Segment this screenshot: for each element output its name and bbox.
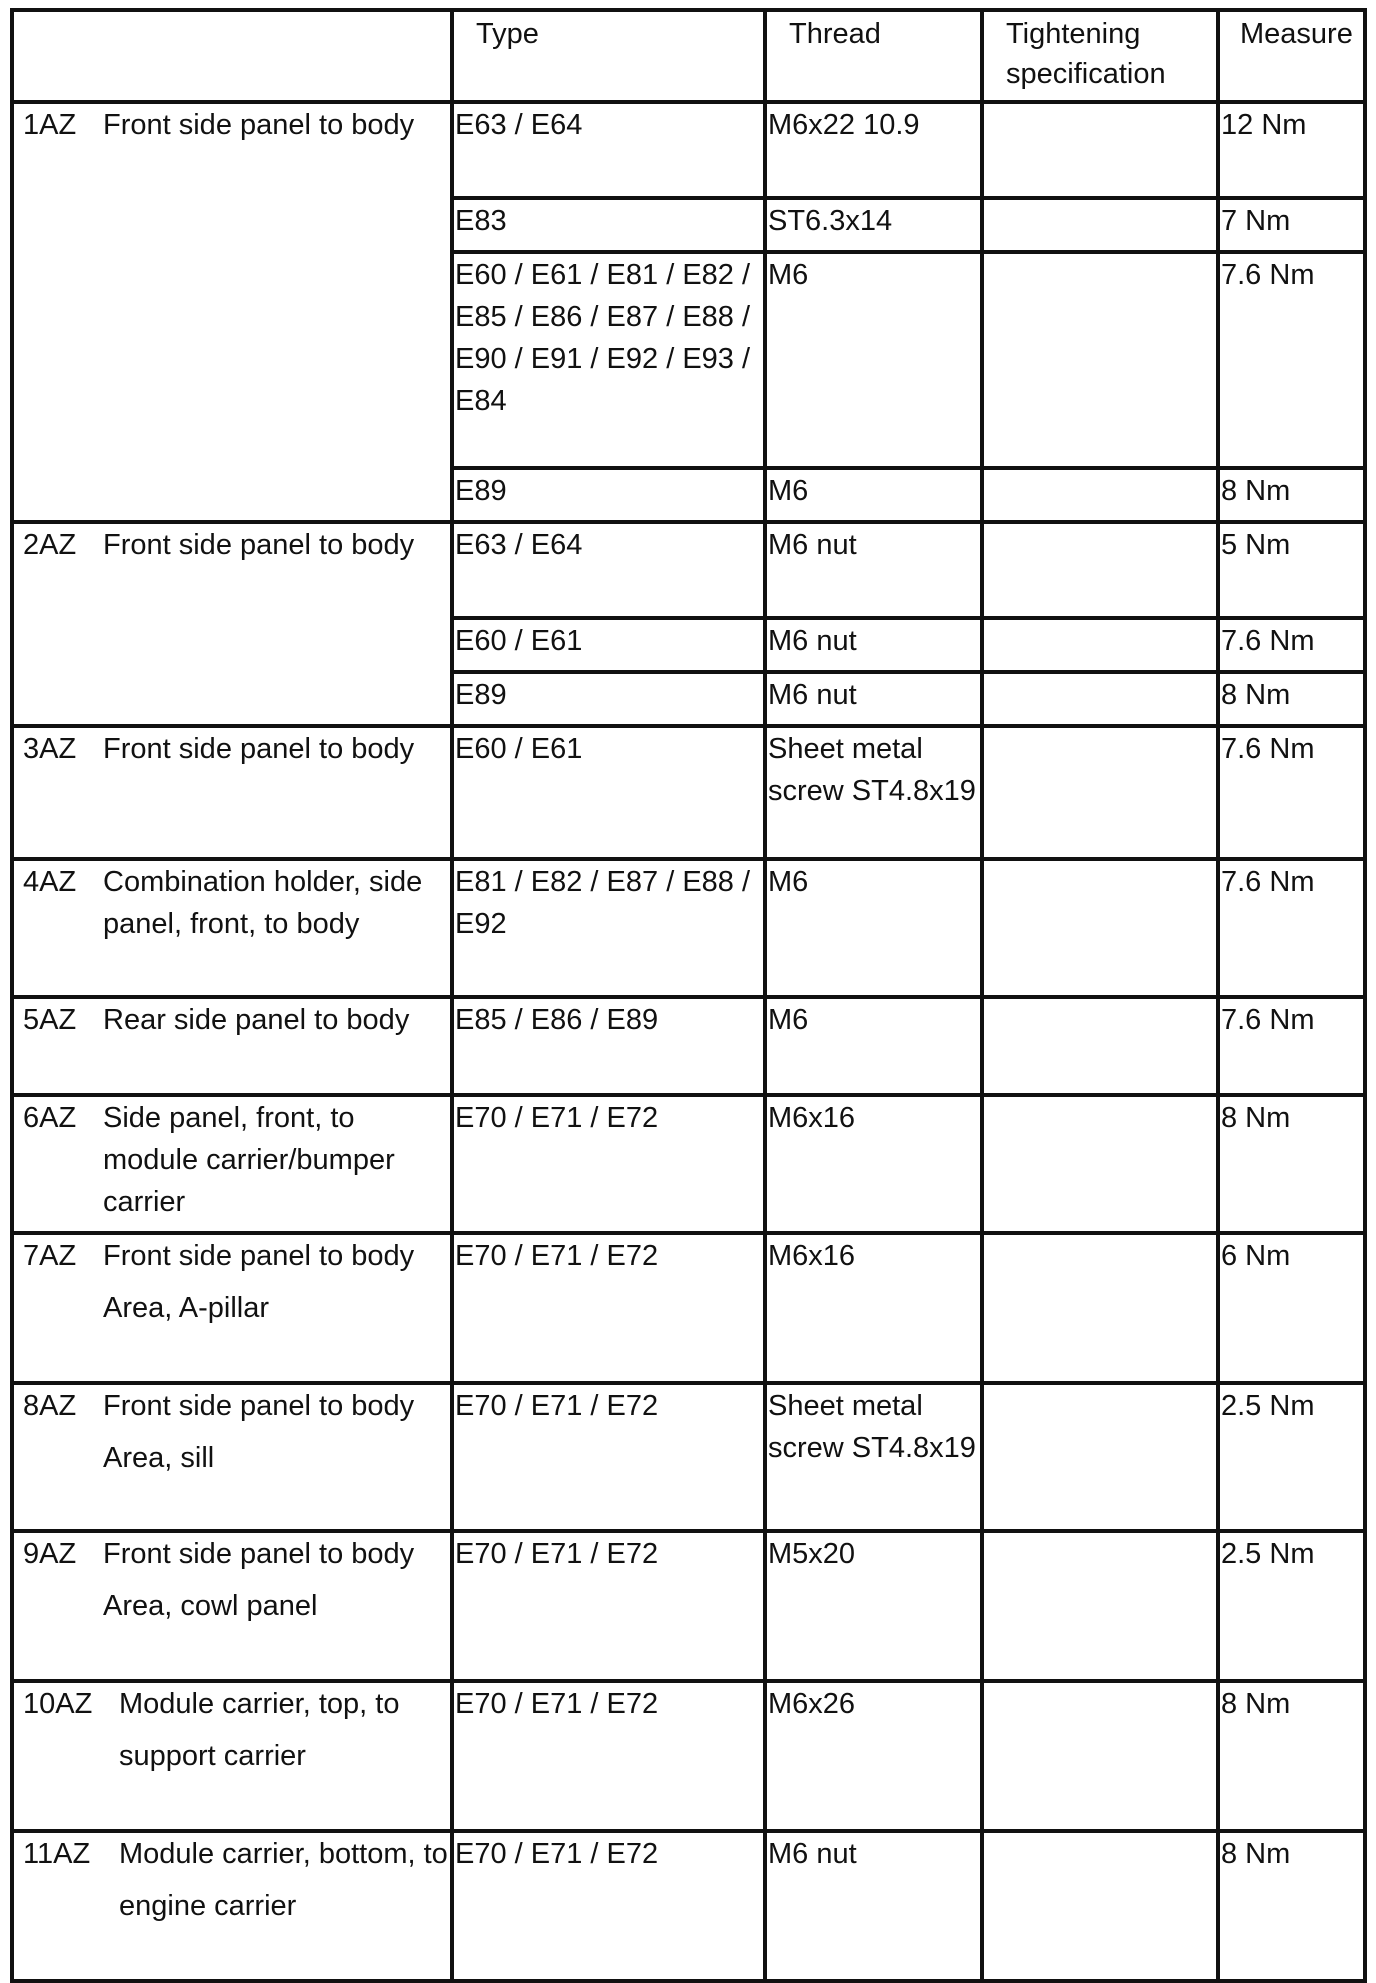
header-row (12, 10, 1365, 102)
row-label (18, 524, 450, 566)
table-row (12, 726, 1365, 859)
type-cell: E85 / E86 / E89 (452, 997, 765, 1095)
item-area-note: engine carrier (119, 1890, 297, 1922)
header-tightening: Tightening specification (982, 10, 1218, 102)
item-description-block (103, 999, 450, 1041)
item-code: 6AZ (23, 1102, 77, 1134)
table-row (12, 1681, 1365, 1831)
item-code: 8AZ (23, 1390, 77, 1422)
tightening-cell (982, 102, 1218, 198)
measure-cell: 7.6 Nm (1218, 618, 1365, 672)
thread-cell: M6 (765, 997, 982, 1095)
item-code: 7AZ (23, 1240, 77, 1272)
tightening-cell (982, 1681, 1218, 1831)
item-description: Module carrier, bottom, to (119, 1838, 448, 1870)
thread-cell: M6 nut (765, 1831, 982, 1981)
header-label (12, 10, 452, 102)
row-label-cell (12, 997, 452, 1095)
tightening-cell (982, 859, 1218, 997)
torque-table-container (10, 8, 1367, 1983)
tightening-cell (982, 672, 1218, 726)
measure-cell: 8 Nm (1218, 1095, 1365, 1233)
measure-cell: 5 Nm (1218, 522, 1365, 618)
measure-cell: 2.5 Nm (1218, 1531, 1365, 1681)
item-description-block (119, 1683, 450, 1777)
header-type: Type (452, 10, 765, 102)
measure-cell: 8 Nm (1218, 1831, 1365, 1981)
row-label (18, 999, 450, 1041)
row-label (18, 861, 450, 945)
type-cell: E60 / E61 (452, 618, 765, 672)
item-description: Front side panel to body (103, 1538, 415, 1570)
thread-cell: M5x20 (765, 1531, 982, 1681)
table-row (12, 1233, 1365, 1383)
row-label (18, 1385, 450, 1479)
measure-cell: 7.6 Nm (1218, 726, 1365, 859)
table-row (12, 859, 1365, 997)
item-description: Front side panel to body (103, 529, 415, 561)
tightening-cell (982, 468, 1218, 522)
type-cell: E70 / E71 / E72 (452, 1831, 765, 1981)
tightening-cell (982, 1531, 1218, 1681)
thread-cell: M6 (765, 859, 982, 997)
row-label-cell (12, 859, 452, 997)
type-cell: E70 / E71 / E72 (452, 1531, 765, 1681)
header-measure: Measure (1218, 10, 1365, 102)
tightening-cell (982, 1383, 1218, 1531)
measure-cell: 7 Nm (1218, 198, 1365, 252)
item-area-note: Area, cowl panel (103, 1590, 318, 1622)
tightening-cell (982, 618, 1218, 672)
row-label-cell (12, 1681, 452, 1831)
type-cell: E70 / E71 / E72 (452, 1383, 765, 1531)
tightening-cell (982, 198, 1218, 252)
item-description-block (103, 1097, 450, 1223)
item-description-block (103, 1235, 450, 1329)
table-row (12, 997, 1365, 1095)
row-label-cell (12, 1233, 452, 1383)
item-code: 5AZ (23, 1004, 77, 1036)
row-label (18, 104, 450, 146)
item-description-block (119, 1833, 450, 1927)
type-cell: E63 / E64 (452, 102, 765, 198)
table-row (12, 522, 1365, 618)
tightening-cell (982, 1095, 1218, 1233)
item-code: 1AZ (23, 109, 77, 141)
type-cell: E63 / E64 (452, 522, 765, 618)
type-cell: E83 (452, 198, 765, 252)
type-cell: E89 (452, 468, 765, 522)
item-description-block (103, 524, 450, 566)
item-description-block (103, 104, 450, 146)
item-code: 9AZ (23, 1538, 77, 1570)
thread-cell: M6x16 (765, 1233, 982, 1383)
thread-cell: M6 nut (765, 618, 982, 672)
item-description: Front side panel to body (103, 109, 415, 141)
item-area-note: support carrier (119, 1740, 306, 1772)
header-thread: Thread (765, 10, 982, 102)
measure-cell: 7.6 Nm (1218, 997, 1365, 1095)
measure-cell: 6 Nm (1218, 1233, 1365, 1383)
item-description: Front side panel to body (103, 1240, 415, 1272)
table-row (12, 1383, 1365, 1531)
item-description: Rear side panel to body (103, 1004, 410, 1036)
measure-cell: 7.6 Nm (1218, 859, 1365, 997)
thread-cell: M6 (765, 252, 982, 468)
item-code: 2AZ (23, 529, 77, 561)
tightening-cell (982, 1831, 1218, 1981)
row-label (18, 1097, 450, 1223)
item-code: 11AZ (23, 1838, 91, 1870)
tightening-cell (982, 522, 1218, 618)
thread-cell: M6x22 10.9 (765, 102, 982, 198)
type-cell: E60 / E61 (452, 726, 765, 859)
table-row (12, 102, 1365, 198)
item-description-block (103, 1533, 450, 1627)
row-label (18, 1533, 450, 1627)
type-cell: E89 (452, 672, 765, 726)
thread-cell: Sheet metal screw ST4.8x19 (765, 726, 982, 859)
table-row (12, 1831, 1365, 1981)
row-label-cell (12, 1383, 452, 1531)
thread-cell: M6 nut (765, 522, 982, 618)
tightening-cell (982, 252, 1218, 468)
tightening-cell (982, 997, 1218, 1095)
thread-cell: ST6.3x14 (765, 198, 982, 252)
row-label (18, 1833, 450, 1927)
table-row (12, 1095, 1365, 1233)
measure-cell: 8 Nm (1218, 1681, 1365, 1831)
type-cell: E70 / E71 / E72 (452, 1095, 765, 1233)
type-cell: E70 / E71 / E72 (452, 1233, 765, 1383)
row-label (18, 728, 450, 770)
row-label-cell (12, 726, 452, 859)
measure-cell: 7.6 Nm (1218, 252, 1365, 468)
measure-cell: 2.5 Nm (1218, 1383, 1365, 1531)
item-description: Combination holder, side panel, front, to body (103, 866, 423, 940)
thread-cell: M6x26 (765, 1681, 982, 1831)
item-code: 10AZ (23, 1688, 93, 1720)
item-description-block (103, 861, 450, 945)
row-label-cell (12, 102, 452, 522)
row-label-cell (12, 522, 452, 726)
item-description: Module carrier, top, to (119, 1688, 400, 1720)
item-description: Side panel, front, to module carrier/bumper carrier (103, 1102, 395, 1218)
torque-spec-table (10, 8, 1367, 1983)
thread-cell: Sheet metal screw ST4.8x19 (765, 1383, 982, 1531)
item-code: 3AZ (23, 733, 77, 765)
measure-cell: 12 Nm (1218, 102, 1365, 198)
thread-cell: M6x16 (765, 1095, 982, 1233)
measure-cell: 8 Nm (1218, 468, 1365, 522)
row-label-cell (12, 1095, 452, 1233)
type-cell: E60 / E61 / E81 / E82 / E85 / E86 / E87 / E88 / E90 / E91 / E92 / E93 / E84 (452, 252, 765, 468)
tightening-cell (982, 726, 1218, 859)
row-label (18, 1683, 450, 1777)
thread-cell: M6 (765, 468, 982, 522)
table-body (12, 102, 1365, 1981)
thread-cell: M6 nut (765, 672, 982, 726)
row-label-cell (12, 1831, 452, 1981)
row-label-cell (12, 1531, 452, 1681)
table-row (12, 1531, 1365, 1681)
type-cell: E81 / E82 / E87 / E88 / E92 (452, 859, 765, 997)
tightening-cell (982, 1233, 1218, 1383)
measure-cell: 8 Nm (1218, 672, 1365, 726)
item-area-note: Area, sill (103, 1442, 215, 1474)
item-description: Front side panel to body (103, 1390, 415, 1422)
type-cell: E70 / E71 / E72 (452, 1681, 765, 1831)
item-description: Front side panel to body (103, 733, 415, 765)
item-code: 4AZ (23, 866, 77, 898)
item-description-block (103, 1385, 450, 1479)
item-description-block (103, 728, 450, 770)
row-label (18, 1235, 450, 1329)
item-area-note: Area, A-pillar (103, 1292, 270, 1324)
